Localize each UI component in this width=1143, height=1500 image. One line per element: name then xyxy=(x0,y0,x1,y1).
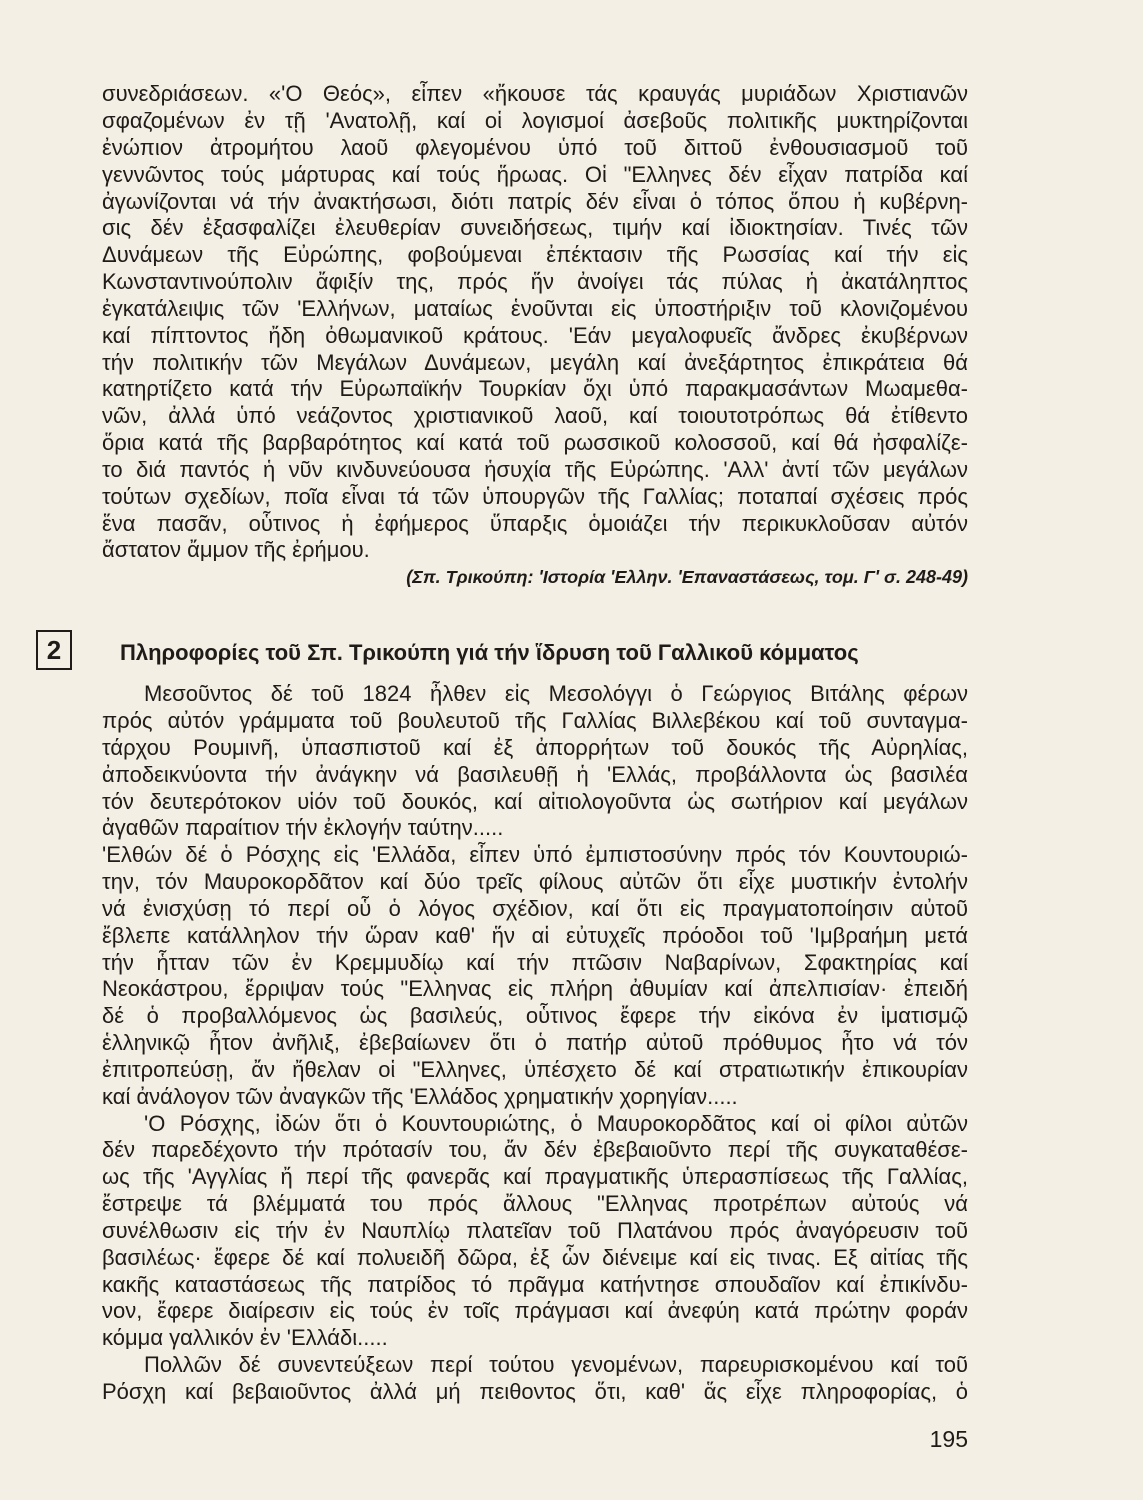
quote-line: γεννῶντος τούς μάρτυρας καί τούς ἥρωας. Οἱ "Ελληνες δέν εἶχαν πατρίδα καί xyxy=(102,162,968,187)
body-line: ἀποδεικνύοντα τήν ἀνάγκην νά βασιλευθῇ ἡ 'Ελλάς, προβάλλοντα ὡς βασιλέα xyxy=(102,762,968,787)
body-line: τάρχου Ρουμινῆ, ὑπασπιστοῦ καί ἐξ ἀπορρήτων τοῦ δουκός τῆς Αὐρηλίας, xyxy=(102,735,968,760)
body-line: Πολλῶν δέ συνεντεύξεων περί τούτου γενομένων, παρευρισκομένου καί τοῦ xyxy=(144,1352,968,1377)
quote-line: νῶν, ἀλλά ὑπό νεάζοντος χριστιανικοῦ λαοῦ, καί τοιουτοτρόπως θά ἐτίθεντο xyxy=(102,403,968,428)
quote-line: συνεδριάσεων. «'Ο Θεός», εἶπεν «ἤκουσε τάς κραυγάς μυριάδων Χριστιανῶν xyxy=(102,81,968,106)
body-line: τήν ἧτταν τῶν ἐν Κρεμμυδίῳ καί τήν πτῶσιν Ναβαρίνων, Σφακτηρίας καί xyxy=(102,950,968,975)
quote-line: ἄστατον ἄμμον τῆς ἐρήμου. xyxy=(102,537,370,562)
quote-line: ὅρια κατά τῆς βαρβαρότητος καί κατά τοῦ ρωσσικοῦ κολοσσοῦ, καί θά ἠσφαλίζε- xyxy=(102,430,968,455)
body-line: ἔστρεψε τά βλέμματά του πρός ἄλλους "Ελληνας προτρέπων αὐτούς νά xyxy=(102,1191,968,1216)
quote-line: Δυνάμεων τῆς Εὐρώπης, φοβούμεναι ἐπέκτασιν τῆς Ρωσσίας καί τήν εἰς xyxy=(102,242,968,267)
body-line: νά ἐνισχύσῃ τό περί οὗ ὁ λόγος σχέδιον, καί ὅτι εἰς πραγματοποίησιν αὐτοῦ xyxy=(102,896,968,921)
body-line: Ρόσχη καί βεβαιοῦντος ἀλλά μή πειθοντος ὅτι, καθ' ἅς εἶχε πληροφορίας, ὁ xyxy=(102,1379,968,1404)
body-line: ἀγαθῶν παραίτιον τήν ἐκλογήν ταύτην..... xyxy=(102,815,504,840)
quote-line: το διά παντός ἡ νῦν κινδυνεύουσα ἡσυχία τῆς Εὐρώπης. 'Αλλ' ἀντί τῶν μεγάλων xyxy=(102,457,968,482)
quote-line: κατηρτίζετο κατά τήν Εὐρωπαϊκήν Τουρκίαν ὄχι ὑπό παρακμασάντων Μωαμεθα- xyxy=(102,376,968,401)
body-line: κακῆς καταστάσεως τῆς πατρίδος τό πρᾶγμα κατήντησε σπουδαῖον καί ἐπικίνδυ- xyxy=(102,1272,968,1297)
body-line: δέν παρεδέχοντο τήν πρότασίν του, ἄν δέν ἐβεβαιοῦντο περί τῆς συγκαταθέσε- xyxy=(102,1137,968,1162)
body-line: συνέλθωσιν εἰς τήν ἐν Ναυπλίῳ πλατεῖαν τοῦ Πλατάνου πρός ἀναγόρευσιν τοῦ xyxy=(102,1218,968,1243)
quote-source-citation: (Σπ. Τρικούπη: 'Ιστορία 'Ελλην. 'Επαναστάσεως, τομ. Γ' σ. 248-49) xyxy=(406,567,968,587)
body-line: ως τῆς 'Αγγλίας ἤ περί τῆς φανερᾶς καί πραγματικῆς ὑπερασπίσεως τῆς Γαλλίας, xyxy=(102,1164,968,1189)
quote-line: σφαζομένων ἐν τῇ 'Ανατολῇ, καί οἱ λογισμοί ἀσεβοῦς πολιτικῆς μυκτηρίζονται xyxy=(102,108,968,133)
quote-line: σις δέν ἐξασφαλίζει ἐλευθερίαν συνειδήσεως, τιμήν καί ἰδιοκτησίαν. Τινές τῶν xyxy=(102,215,968,240)
body-line: ἑλληνικῷ ἦτον ἀνῆλιξ, ἐβεβαίωνεν ὅτι ὁ πατήρ αὐτοῦ πρόθυμος ἦτο νά τόν xyxy=(102,1030,968,1055)
quote-line: ἀγωνίζονται νά τήν ἀνακτήσωσι, διότι πατρίς δέν εἶναι ὁ τόπος ὅπου ἡ κυβέρνη- xyxy=(102,189,968,214)
body-line: καί ἀνάλογον τῶν ἀναγκῶν τῆς 'Ελλάδος χρηματικήν χορηγίαν..... xyxy=(102,1084,738,1109)
quote-line: καί πίπτοντος ἤδη ὀθωμανικοῦ κράτους. 'Εάν μεγαλοφυεῖς ἄνδρες ἐκυβέρνων xyxy=(102,323,968,348)
body-line: Μεσοῦντος δέ τοῦ 1824 ἦλθεν εἰς Μεσολόγγι ὁ Γεώργιος Βιτάλης φέρων xyxy=(144,681,968,706)
body-line: Νεοκάστρου, ἔρριψαν τούς "Ελληνας εἰς πλήρη ἀθυμίαν καί ἀπελπισίαν· ἐπειδή xyxy=(102,976,968,1001)
body-line: τόν δευτερότοκον υἱόν τοῦ δουκός, καί αἰτιολογοῦντα ὡς σωτήριον καί μεγάλων xyxy=(102,789,968,814)
quote-line: τούτων σχεδίων, ποῖα εἶναι τά τῶν ὑπουργῶν τῆς Γαλλίας; ποταπαί σχέσεις πρός xyxy=(102,484,968,509)
body-line: 'Ο Ρόσχης, ἰδών ὅτι ὁ Κουντουριώτης, ὁ Μαυροκορδᾶτος καί οἱ φίλοι αὐτῶν xyxy=(144,1111,968,1136)
body-line: νον, ἔφερε διαίρεσιν εἰς τούς ἐν τοῖς πράγμασι καί ἀνεφύη κατά πρώτην φοράν xyxy=(102,1298,968,1323)
quote-line: Κωνσταντινούπολιν ἄφιξίν της, πρός ἥν ἀνοίγει τάς πύλας ἡ ἀκατάληπτος xyxy=(102,269,968,294)
body-line: βασιλέως· ἔφερε δέ καί πολυειδῆ δῶρα, ἐξ ὧν διένειμε καί εἰς τινας. Εξ αἰτίας τῆς xyxy=(102,1245,968,1270)
quote-line: ἐνώπιον ἀτρομήτου λαοῦ φλεγομένου ὑπό τοῦ διττοῦ ἐνθουσιασμοῦ τοῦ xyxy=(102,135,968,160)
body-line: 'Ελθών δέ ὁ Ρόσχης εἰς 'Ελλάδα, εἶπεν ὑπό ἐμπιστοσύνην πρός τόν Κουντουριώ- xyxy=(102,842,968,867)
body-line: την, τόν Μαυροκορδᾶτον καί δύο τρεῖς φίλους αὐτῶν ὅτι εἶχε μυστικήν ἐντολήν xyxy=(102,869,968,894)
quote-line: ἐγκατάλειψις τῶν 'Ελλήνων, ματαίως ἑνοῦνται εἰς ὑποστήριξιν τοῦ κλονιζομένου xyxy=(102,296,968,321)
section-title: Πληροφορίες τοῦ Σπ. Τρικούπη γιά τήν ἵδρυση τοῦ Γαλλικοῦ κόμματος xyxy=(120,640,859,665)
section-number-box: 2 xyxy=(36,630,72,670)
body-line: ἐπιτροπεύσῃ, ἄν ἤθελαν οἱ "Ελληνες, ὑπέσχετο δέ καί στρατιωτικήν ἐπικουρίαν xyxy=(102,1057,968,1082)
quote-line: ἕνα πασᾶν, οὗτινος ἡ ἐφήμερος ὕπαρξις ὁμοιάζει τήν περικυκλοῦσαν αὐτόν xyxy=(102,511,968,536)
body-line: πρός αὐτόν γράμματα τοῦ βουλευτοῦ τῆς Γαλλίας Βιλλεβέκου καί τοῦ συνταγμα- xyxy=(102,708,968,733)
body-line: δέ ὁ προβαλλόμενος ὡς βασιλεύς, οὗτινος ἔφερε τήν εἰκόνα ἐν ἱματισμῷ xyxy=(102,1003,968,1028)
body-line: κόμμα γαλλικόν ἐν 'Ελλάδι..... xyxy=(102,1325,388,1350)
quote-line: τήν πολιτικήν τῶν Μεγάλων Δυνάμεων, μεγάλη καί ἀνεξάρτητος ἐπικράτεια θά xyxy=(102,350,968,375)
page-number: 195 xyxy=(929,1426,968,1452)
body-line: ἔβλεπε κατάλληλον τήν ὥραν καθ' ἥν αἱ εὐτυχεῖς πρόοδοι τοῦ 'Ιμβραήμη μετά xyxy=(102,923,968,948)
